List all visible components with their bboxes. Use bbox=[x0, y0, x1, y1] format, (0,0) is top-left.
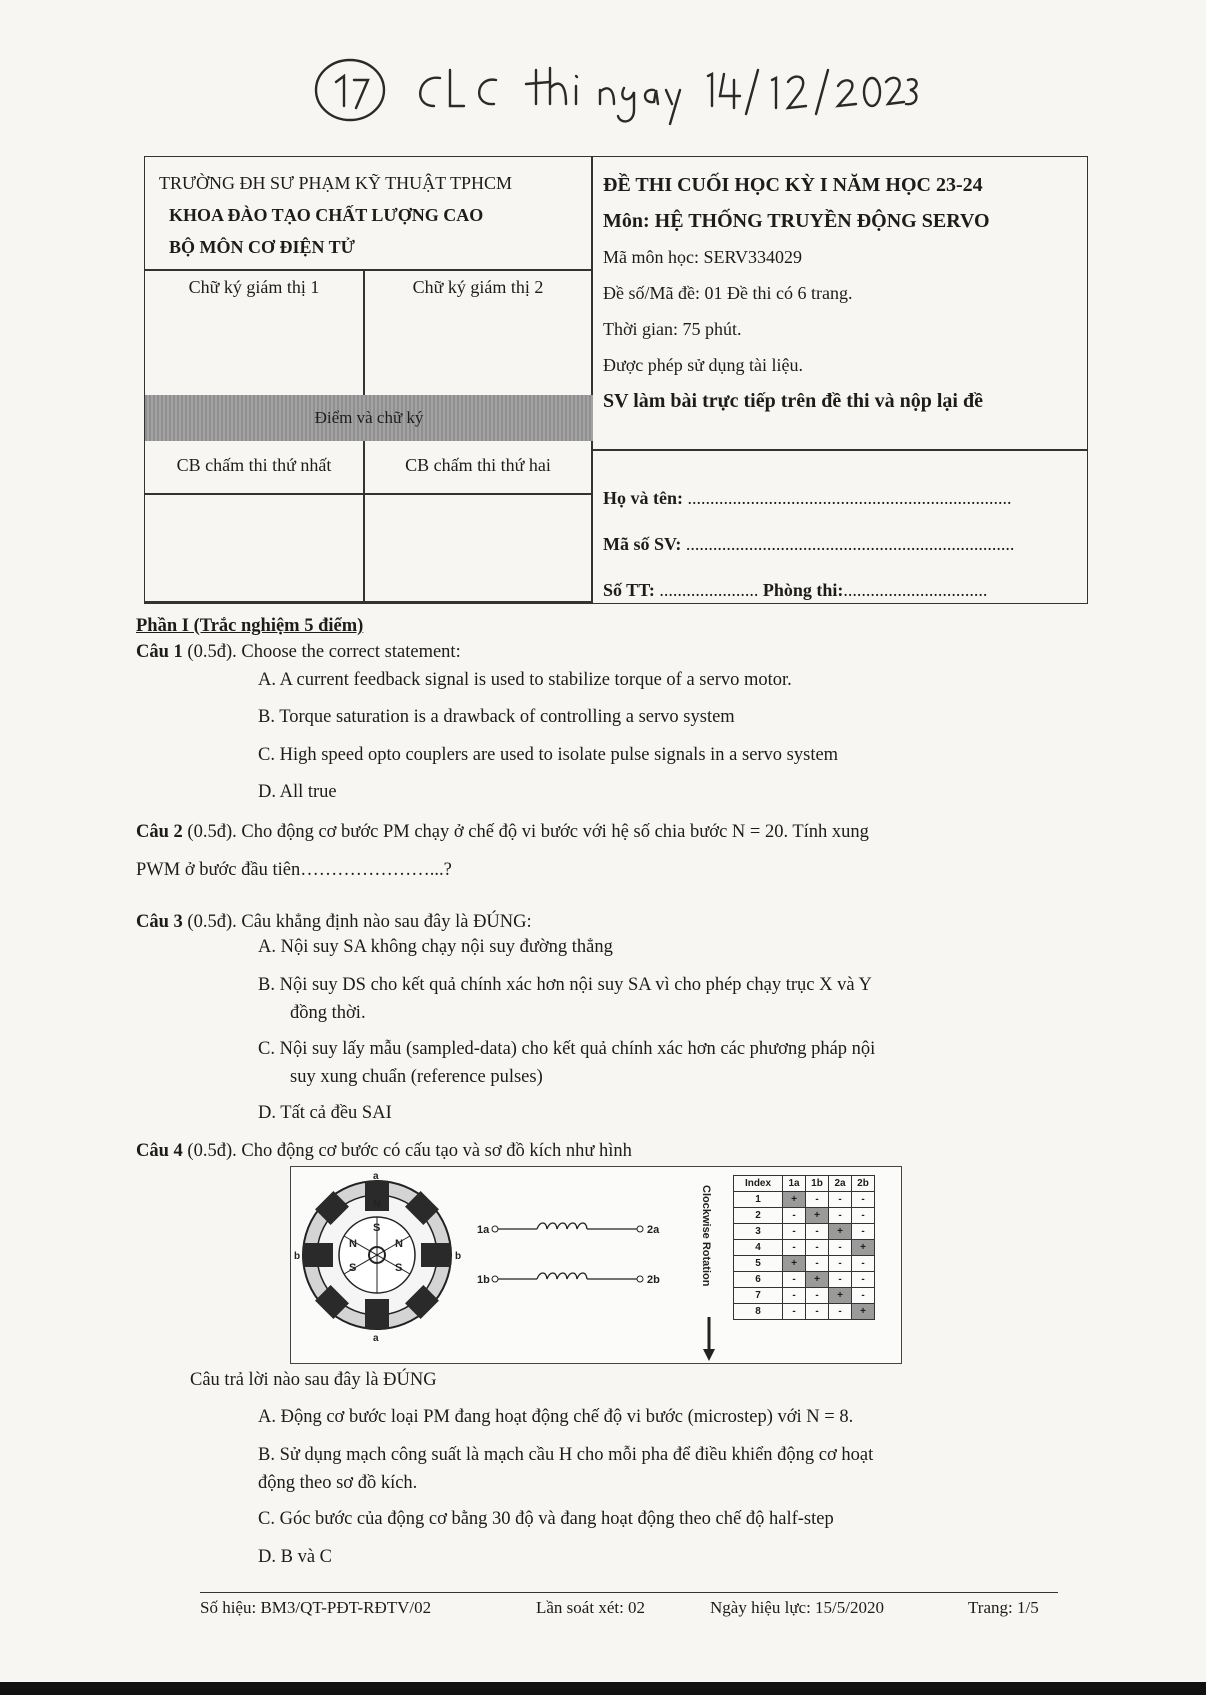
table-cell: - bbox=[783, 1288, 806, 1304]
table-cell: - bbox=[783, 1208, 806, 1224]
divider bbox=[145, 493, 593, 495]
table-cell: + bbox=[806, 1272, 829, 1288]
student-id-field[interactable]: ......................................................................... bbox=[685, 534, 1015, 554]
table-cell: - bbox=[852, 1288, 875, 1304]
table-cell: 4 bbox=[734, 1240, 783, 1256]
exam-header-table bbox=[144, 156, 1088, 604]
q3-option-b[interactable]: B. Nội suy DS cho kết quả chính xác hơn nội suy SA vì cho phép chạy trục X và Y bbox=[258, 975, 872, 995]
table-cell: - bbox=[829, 1240, 852, 1256]
section-title: Phần I (Trắc nghiệm 5 điểm) bbox=[136, 616, 364, 636]
table-cell: - bbox=[829, 1272, 852, 1288]
q3-option-b-continued: đồng thời. bbox=[290, 1003, 366, 1023]
handwritten-note bbox=[300, 40, 920, 130]
table-cell: - bbox=[783, 1272, 806, 1288]
order-room-row[interactable] bbox=[603, 567, 1014, 613]
table-row bbox=[734, 1208, 875, 1224]
question-3 bbox=[136, 912, 532, 933]
pole-label: N bbox=[373, 1198, 381, 1210]
exam-number: Đề số/Mã đề: 01 Đề thi có 6 trang. bbox=[603, 283, 853, 303]
table-cell: - bbox=[852, 1272, 875, 1288]
question-4 bbox=[136, 1141, 632, 1162]
table-cell: - bbox=[852, 1224, 875, 1240]
q4-answer-prompt: Câu trả lời nào sau đây là ĐÚNG bbox=[190, 1370, 437, 1390]
q4-option-b-continued: động theo sơ đồ kích. bbox=[258, 1473, 418, 1493]
grader2-label: CB chấm thi thứ hai bbox=[405, 455, 551, 475]
table-row bbox=[734, 1288, 875, 1304]
q3-label: Câu 3 bbox=[136, 912, 183, 932]
pole-label: S bbox=[373, 1222, 381, 1234]
divider bbox=[145, 601, 593, 603]
table-cell: + bbox=[829, 1288, 852, 1304]
q1-text: (0.5đ). Choose the correct statement: bbox=[187, 642, 461, 662]
table-cell: - bbox=[829, 1208, 852, 1224]
course-code: Mã môn học: SERV334029 bbox=[603, 247, 803, 267]
q1-label: Câu 1 bbox=[136, 642, 183, 662]
q3-option-c[interactable]: C. Nội suy lấy mẫu (sampled-data) cho kết quả chính xác hơn các phương pháp nội bbox=[258, 1039, 876, 1059]
table-cell: + bbox=[852, 1240, 875, 1256]
table-cell: - bbox=[829, 1192, 852, 1208]
materials-note: Được phép sử dụng tài liệu. bbox=[603, 355, 803, 375]
q3-text: (0.5đ). Câu khẳng định nào sau đây là ĐÚNG: bbox=[187, 912, 532, 932]
table-cell: - bbox=[829, 1256, 852, 1272]
table-cell: 1 bbox=[734, 1192, 783, 1208]
subject-name: Môn: HỆ THỐNG TRUYỀN ĐỘNG SERVO bbox=[603, 210, 990, 232]
question-2 bbox=[136, 822, 869, 843]
exam-duration: Thời gian: 75 phút. bbox=[603, 319, 742, 339]
student-name-row[interactable] bbox=[603, 475, 1014, 521]
table-header-cell: 2b bbox=[852, 1176, 875, 1192]
footer-doc-code: Số hiệu: BM3/QT-PĐT-RĐTV/02 bbox=[200, 1598, 432, 1617]
coil-b-end-label: 2b bbox=[647, 1274, 660, 1286]
table-cell: - bbox=[806, 1288, 829, 1304]
pole-label: N bbox=[395, 1238, 403, 1250]
exam-info bbox=[603, 167, 990, 419]
table-row bbox=[734, 1224, 875, 1240]
q1-option-a[interactable]: A. A current feedback signal is used to stabilize torque of a servo motor. bbox=[258, 670, 792, 690]
pole-label: N bbox=[349, 1238, 357, 1250]
rotation-label: Clockwise Rotation bbox=[700, 1185, 712, 1287]
pole-label: S bbox=[395, 1262, 403, 1274]
student-info bbox=[603, 475, 1014, 613]
table-cell: - bbox=[852, 1208, 875, 1224]
table-cell: + bbox=[783, 1192, 806, 1208]
q1-option-c[interactable]: C. High speed opto couplers are used to isolate pulse signals in a servo system bbox=[258, 745, 839, 765]
q4-option-b[interactable]: B. Sử dụng mạch công suất là mạch cầu H cho mỗi pha để điều khiển động cơ hoạt bbox=[258, 1445, 874, 1465]
q3-option-c-continued: suy xung chuẩn (reference pulses) bbox=[290, 1067, 543, 1087]
q2-label: Câu 2 bbox=[136, 822, 183, 842]
grader1-label: CB chấm thi thứ nhất bbox=[176, 455, 332, 475]
q3-option-d[interactable]: D. Tất cả đều SAI bbox=[258, 1103, 392, 1123]
q4-option-a[interactable]: A. Động cơ bước loại PM đang hoạt động chế độ vi bước (microstep) với N = 8. bbox=[258, 1407, 854, 1427]
q3-option-a[interactable]: A. Nội suy SA không chạy nội suy đường thẳng bbox=[258, 937, 613, 957]
proctor1-signature-label: Chữ ký giám thị 1 bbox=[188, 277, 320, 297]
stator-label: b bbox=[294, 1251, 301, 1262]
table-cell: - bbox=[806, 1304, 829, 1320]
table-row bbox=[734, 1304, 875, 1320]
table-cell: + bbox=[852, 1304, 875, 1320]
room-field[interactable]: ................................ bbox=[843, 580, 988, 600]
student-name-label: Họ và tên: bbox=[603, 488, 683, 508]
pole-label: S bbox=[349, 1262, 357, 1274]
school-name: TRƯỜNG ĐH SƯ PHẠM KỸ THUẬT TPHCM bbox=[159, 173, 512, 193]
order-field[interactable]: ...................... bbox=[659, 580, 759, 600]
table-cell: - bbox=[806, 1192, 829, 1208]
table-row bbox=[734, 1272, 875, 1288]
table-row bbox=[734, 1256, 875, 1272]
q4-text: (0.5đ). Cho động cơ bước có cấu tạo và sơ đồ kích như hình bbox=[187, 1141, 632, 1161]
footer-effective-date: Ngày hiệu lực: 15/5/2020 bbox=[710, 1598, 884, 1617]
score-signature-band: Điểm và chữ ký bbox=[145, 395, 593, 441]
coil-a-start-label: 1a bbox=[477, 1224, 490, 1236]
footer-divider bbox=[200, 1592, 1058, 1593]
footer-page-number: Trang: 1/5 bbox=[968, 1598, 1039, 1617]
q4-label: Câu 4 bbox=[136, 1141, 183, 1161]
table-cell: - bbox=[783, 1304, 806, 1320]
divider bbox=[591, 157, 593, 603]
q2-text: (0.5đ). Cho động cơ bước PM chạy ở chế độ vi bước với hệ số chia bước N = 20. Tính xung bbox=[187, 822, 869, 842]
table-cell: 3 bbox=[734, 1224, 783, 1240]
table-cell: + bbox=[806, 1208, 829, 1224]
table-cell: 5 bbox=[734, 1256, 783, 1272]
student-id-row[interactable] bbox=[603, 521, 1014, 567]
table-cell: - bbox=[806, 1224, 829, 1240]
table-cell: - bbox=[852, 1256, 875, 1272]
order-label: Số TT: bbox=[603, 580, 655, 600]
table-header-cell: 2a bbox=[829, 1176, 852, 1192]
table-header-cell: 1b bbox=[806, 1176, 829, 1192]
table-cell: 2 bbox=[734, 1208, 783, 1224]
table-cell: - bbox=[783, 1240, 806, 1256]
table-cell: - bbox=[806, 1256, 829, 1272]
q4-option-c[interactable]: C. Góc bước của động cơ bằng 30 độ và đang hoạt động theo chế độ half-step bbox=[258, 1509, 834, 1529]
table-cell: 6 bbox=[734, 1272, 783, 1288]
room-label: Phòng thi: bbox=[762, 580, 844, 600]
excitation-table bbox=[733, 1175, 875, 1320]
question-1 bbox=[136, 642, 461, 663]
divider bbox=[363, 549, 365, 603]
table-cell: + bbox=[783, 1256, 806, 1272]
stator-label: a bbox=[373, 1171, 379, 1182]
table-header-row bbox=[734, 1176, 875, 1192]
q1-option-b[interactable]: B. Torque saturation is a drawback of controlling a servo system bbox=[258, 707, 735, 727]
stator-label: b bbox=[455, 1251, 462, 1262]
table-cell: - bbox=[829, 1304, 852, 1320]
stator-label: a bbox=[373, 1333, 379, 1344]
q4-option-d[interactable]: D. B và C bbox=[258, 1547, 332, 1567]
stepper-motor-figure bbox=[290, 1166, 902, 1364]
submission-instruction: SV làm bài trực tiếp trên đề thi và nộp lại đề bbox=[603, 390, 983, 412]
table-cell: 8 bbox=[734, 1304, 783, 1320]
school-info bbox=[159, 167, 512, 263]
coil-b-start-label: 1b bbox=[477, 1274, 490, 1286]
scan-edge-bar bbox=[0, 1682, 1206, 1695]
table-row bbox=[734, 1192, 875, 1208]
table-row bbox=[734, 1240, 875, 1256]
footer-revision: Lần soát xét: 02 bbox=[536, 1598, 646, 1617]
table-header-cell: 1a bbox=[783, 1176, 806, 1192]
table-cell: - bbox=[783, 1224, 806, 1240]
faculty-name: KHOA ĐÀO TẠO CHẤT LƯỢNG CAO bbox=[169, 205, 484, 225]
table-cell: - bbox=[852, 1192, 875, 1208]
q1-option-d[interactable]: D. All true bbox=[258, 782, 337, 802]
student-id-label: Mã số SV: bbox=[603, 534, 682, 554]
student-name-field[interactable]: ........................................................................ bbox=[687, 488, 1012, 508]
handwriting-strokes bbox=[300, 40, 920, 130]
table-cell: 7 bbox=[734, 1288, 783, 1304]
exam-title: ĐỀ THI CUỐI HỌC KỲ I NĂM HỌC 23-24 bbox=[603, 174, 983, 196]
table-cell: + bbox=[829, 1224, 852, 1240]
divider bbox=[591, 449, 1087, 451]
department-name: BỘ MÔN CƠ ĐIỆN TỬ bbox=[169, 237, 356, 257]
q2-text-continued: PWM ở bước đầu tiên…………………...? bbox=[136, 860, 452, 880]
table-cell: - bbox=[806, 1240, 829, 1256]
coil-a-end-label: 2a bbox=[647, 1224, 660, 1236]
proctor2-signature-label: Chữ ký giám thị 2 bbox=[412, 277, 544, 297]
divider bbox=[145, 269, 593, 271]
table-header-cell: Index bbox=[734, 1176, 783, 1192]
